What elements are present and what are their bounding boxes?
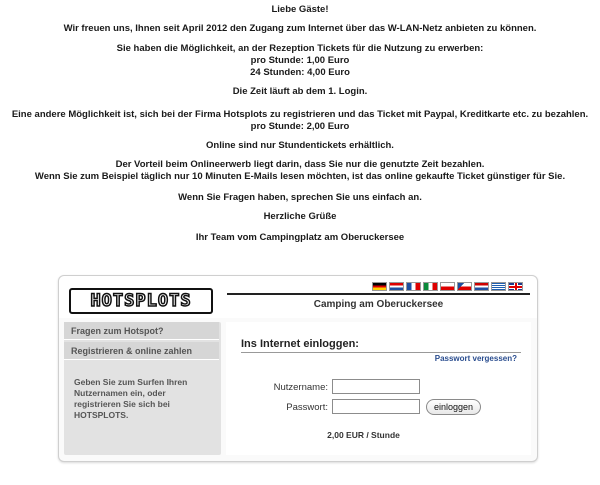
notice-questions: Wenn Sie Fragen haben, sprechen Sie uns einfach an. xyxy=(178,192,422,203)
password-label: Passwort: xyxy=(286,402,328,413)
notice-signature: Ihr Team vom Campingplatz am Oberuckersee xyxy=(195,232,405,243)
site-title: Camping am Oberuckersee xyxy=(313,299,444,310)
flag-pl-icon[interactable] xyxy=(440,282,455,291)
forgot-password-link[interactable]: Passwort vergessen? xyxy=(434,354,517,363)
flag-gr-icon[interactable] xyxy=(491,282,506,291)
notice-regards: Herzliche Grüße xyxy=(263,211,337,222)
sidebar-item-faq[interactable]: Fragen zum Hotspot? xyxy=(64,322,219,340)
notice-greeting: Liebe Gäste! xyxy=(271,4,329,15)
sidebar-item-register[interactable]: Registrieren & online zahlen xyxy=(64,342,219,360)
notice-price-day: 24 Stunden: 4,00 Euro xyxy=(250,67,350,78)
notice-reception: Sie haben die Möglichkeit, an der Rezeption Tickets für die Nutzung zu erwerben: xyxy=(116,43,484,54)
language-flags xyxy=(372,282,523,291)
flag-uk-icon[interactable] xyxy=(508,282,523,291)
portal-header xyxy=(59,276,537,318)
login-panel xyxy=(226,322,531,455)
flag-nl-icon[interactable] xyxy=(474,282,489,291)
flag-hr-icon[interactable] xyxy=(389,282,404,291)
username-label: Nutzername: xyxy=(273,382,328,393)
notice-time-note: Die Zeit läuft ab dem 1. Login. xyxy=(232,86,368,97)
flag-it-icon[interactable] xyxy=(423,282,438,291)
notice-online-price: pro Stunde: 2,00 Euro xyxy=(250,121,350,132)
portal-sidebar xyxy=(64,322,221,455)
username-input[interactable] xyxy=(332,379,420,394)
login-heading: Ins Internet einloggen: xyxy=(241,338,359,350)
hotsplots-logo xyxy=(69,288,213,314)
flag-de-icon[interactable] xyxy=(372,282,387,291)
price-per-hour: 2,00 EUR / Stunde xyxy=(327,430,400,440)
login-heading-divider xyxy=(241,352,521,353)
password-input[interactable] xyxy=(332,399,420,414)
notice-online-hours: Online sind nur Stundentickets erhältlich. xyxy=(206,140,394,151)
notice-intro: Wir freuen uns, Ihnen seit April 2012 den Zugang zum Internet über das W-LAN-Netz anbieten zu können. xyxy=(63,23,537,34)
login-button[interactable]: einloggen xyxy=(426,399,481,415)
notice-price-hour: pro Stunde: 1,00 Euro xyxy=(250,55,350,66)
flag-cz-icon[interactable] xyxy=(457,282,472,291)
notice-online-option: Eine andere Möglichkeit ist, sich bei der Firma Hotsplots zu registrieren und das Ticket mit Paypal, Kreditkarte etc. zu bezahlen. xyxy=(11,109,589,120)
notice-advantage-1: Der Vorteil beim Onlineerwerb liegt darin, dass Sie nur die genutzte Zeit bezahlen. xyxy=(115,159,485,170)
notice-advantage-2: Wenn Sie zum Beispiel täglich nur 10 Minuten E-Mails lesen möchten, ist das online gekaufte Ticket günstiger für Sie. xyxy=(34,171,566,182)
logo-text: HOTSPLOTS xyxy=(90,291,192,311)
hotspot-login-portal xyxy=(58,275,538,462)
sidebar-info-text: Geben Sie zum Surfen Ihren Nutzernamen ein, oder registrieren Sie sich bei HOTSPLOTS. xyxy=(74,377,188,420)
flag-fr-icon[interactable] xyxy=(406,282,421,291)
header-divider xyxy=(227,293,530,295)
